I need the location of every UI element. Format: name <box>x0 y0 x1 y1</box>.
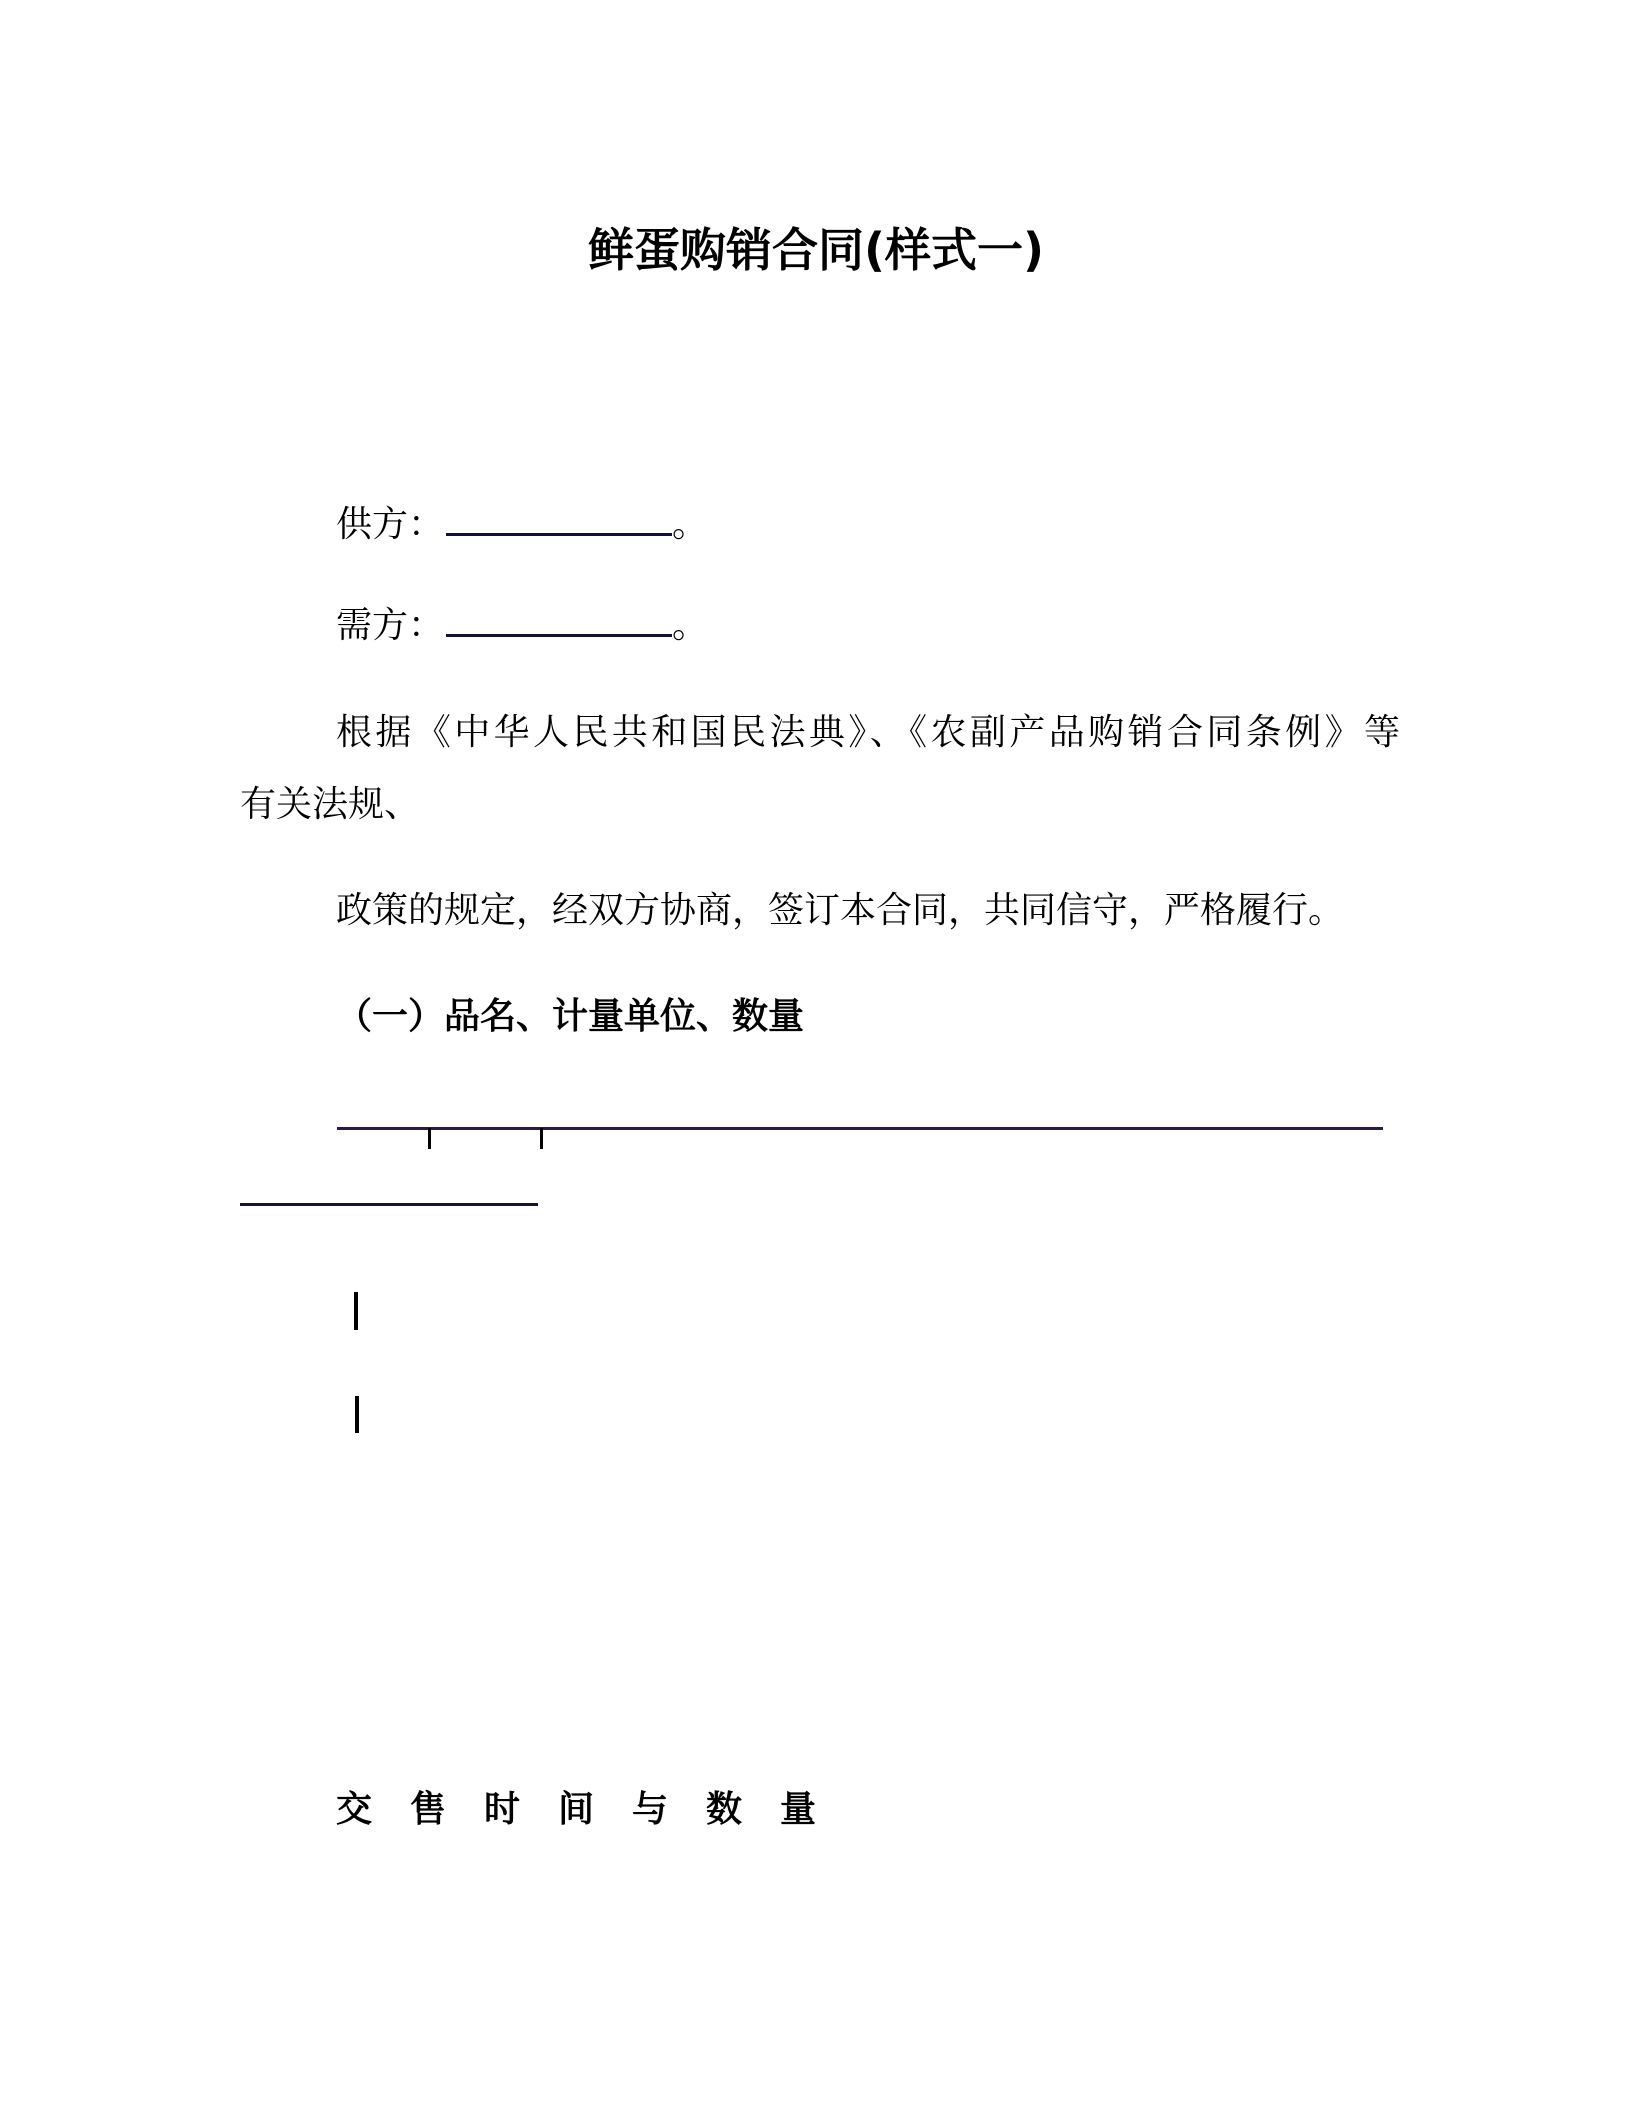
table-rule-left <box>240 1203 538 1206</box>
supplier-label: 供方： <box>336 504 445 545</box>
preamble-line-2: 有关法规、 <box>240 784 421 825</box>
preamble-line-1: 根据《中华人民共和国民法典》、《农副产品购销合同条例》等 <box>336 712 1400 753</box>
section-1-heading: （一）品名、计量单位、数量 <box>336 996 805 1037</box>
table-tick-1 <box>428 1128 431 1149</box>
buyer-terminator: 。 <box>672 605 709 646</box>
table-rule-top <box>337 1127 1383 1130</box>
buyer-label: 需方： <box>336 605 445 646</box>
table-cell-bar-1 <box>354 1292 358 1330</box>
supplier-blank-line <box>446 499 672 536</box>
delivery-heading: 交售时间与数量 <box>336 1789 855 1830</box>
page-title: 鲜蛋购销合同(样式一) <box>587 223 1045 277</box>
table-cell-bar-2 <box>355 1396 359 1433</box>
preamble-paragraph-2: 政策的规定，经双方协商，签订本合同，共同信守，严格履行。 <box>336 890 1345 931</box>
buyer-line <box>336 590 708 662</box>
supplier-line <box>336 489 708 561</box>
table-tick-2 <box>540 1128 543 1149</box>
buyer-blank-line <box>446 600 672 637</box>
supplier-terminator: 。 <box>672 504 709 545</box>
